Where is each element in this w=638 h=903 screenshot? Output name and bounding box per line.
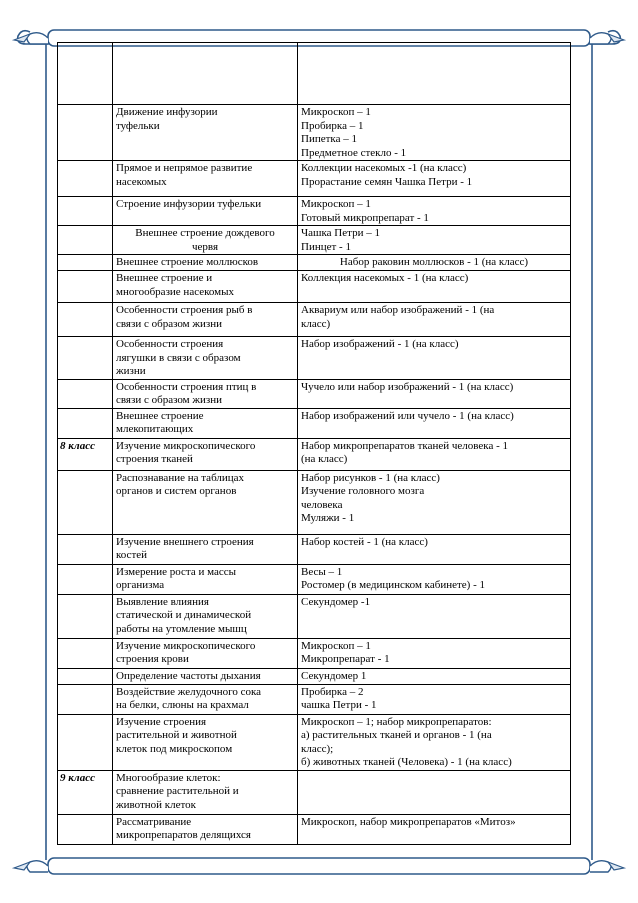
equipment-text: Секундомер 1: [301, 669, 367, 682]
grade-cell: [58, 770, 113, 814]
work-text: Внешнее строение моллюсков: [116, 256, 259, 268]
work-text: Внешнее строение дождевого червя: [135, 227, 275, 253]
work-title-cell: [113, 534, 298, 564]
equipment-text: Микроскоп – 1; набор микропрепаратов: а) растительных тканей и органов - 1 (на класс); б) животных тканей (Человека) - 1 (на класс): [301, 715, 512, 768]
grade-cell: [58, 105, 113, 161]
work-text: Особенности строения рыб в связи с образом жизни: [116, 304, 253, 330]
table-row: [58, 814, 571, 844]
work-text: Рассматривание микропрепаратов делящихся: [116, 815, 251, 841]
equipment-text: Коллекция насекомых - 1 (на класс): [301, 272, 469, 284]
work-title-cell: [113, 684, 298, 714]
table-row: [58, 638, 571, 668]
equipment-cell: [298, 197, 571, 226]
equipment-text: Набор костей - 1 (на класс): [301, 535, 428, 548]
table-row: [58, 197, 571, 226]
grade-cell: [58, 534, 113, 564]
equipment-text: Набор изображений или чучело - 1 (на класс): [301, 409, 514, 422]
table-row: [58, 43, 571, 105]
table-row: [58, 594, 571, 638]
grade-cell: [58, 337, 113, 380]
table-row: [58, 684, 571, 714]
grade-cell: [58, 638, 113, 668]
table-row: [58, 161, 571, 197]
work-text: Внешнее строение млекопитающих: [116, 409, 204, 435]
table-row: [58, 770, 571, 814]
grade-cell: [58, 668, 113, 684]
work-text: Изучение микроскопического строения крови: [116, 639, 256, 665]
table-body: [58, 43, 571, 845]
equipment-text: Коллекции насекомых -1 (на класс) Прорастание семян Чашка Петри - 1: [301, 162, 473, 188]
grade-cell: [58, 226, 113, 255]
table-row: [58, 438, 571, 470]
work-text: Изучение микроскопического строения тканей: [116, 439, 256, 465]
grade-cell: [58, 714, 113, 770]
grade-cell: [58, 255, 113, 271]
equipment-cell: [298, 564, 571, 594]
grade-cell: [58, 197, 113, 226]
equipment-cell: [298, 668, 571, 684]
practical-works-table: [57, 42, 571, 845]
work-title-cell: [113, 197, 298, 226]
work-text: Изучение строения растительной и животной клеток под микроскопом: [116, 715, 237, 755]
equipment-text: Набор изображений - 1 (на класс): [301, 338, 459, 350]
equipment-cell: [298, 161, 571, 197]
work-title-cell: [113, 226, 298, 255]
equipment-cell: [298, 594, 571, 638]
equipment-cell: [298, 303, 571, 337]
equipment-cell: [298, 43, 571, 105]
equipment-cell: [298, 438, 571, 470]
table-row: [58, 303, 571, 337]
work-text: Измерение роста и массы организма: [116, 565, 237, 591]
grade-cell: [58, 271, 113, 303]
grade-cell: [58, 161, 113, 197]
grade-cell: [58, 303, 113, 337]
table-row: [58, 714, 571, 770]
equipment-cell: [298, 337, 571, 380]
work-title-cell: [113, 594, 298, 638]
work-title-cell: [113, 303, 298, 337]
bottom-scroll-border: [14, 858, 624, 874]
work-text: Определение частоты дыхания: [116, 669, 261, 682]
grade-text: 8 класс: [60, 439, 95, 452]
grade-cell: [58, 594, 113, 638]
equipment-cell: [298, 684, 571, 714]
table-row: [58, 564, 571, 594]
equipment-text: Набор микропрепаратов тканей человека - 1 (на класс): [301, 439, 509, 465]
equipment-cell: [298, 770, 571, 814]
work-title-cell: [113, 638, 298, 668]
equipment-text: Секундомер -1: [301, 595, 371, 608]
grade-cell: [58, 814, 113, 844]
work-title-cell: [113, 438, 298, 470]
work-title-cell: [113, 161, 298, 197]
work-title-cell: [113, 770, 298, 814]
table-row: [58, 105, 571, 161]
equipment-cell: [298, 379, 571, 408]
equipment-text: Чучело или набор изображений - 1 (на класс): [301, 380, 514, 393]
work-title-cell: [113, 408, 298, 438]
work-text: Строение инфузории туфельки: [116, 198, 262, 210]
grade-cell: [58, 564, 113, 594]
grade-cell: [58, 43, 113, 105]
equipment-text: Пробирка – 2 чашка Петри - 1: [301, 685, 377, 711]
equipment-text: Набор рисунков - 1 (на класс) Изучение головного мозга человека Муляжи - 1: [301, 471, 440, 524]
work-title-cell: [113, 564, 298, 594]
equipment-cell: [298, 470, 571, 534]
work-text: Выявление влияния статической и динамической работы на утомление мышц: [116, 595, 252, 635]
work-title-cell: [113, 814, 298, 844]
equipment-text: Микроскоп – 1 Готовый микропрепарат - 1: [301, 198, 429, 224]
equipment-text: Микроскоп – 1 Микропрепарат - 1: [301, 639, 390, 665]
equipment-cell: [298, 638, 571, 668]
table-row: [58, 408, 571, 438]
table-row: [58, 255, 571, 271]
equipment-cell: [298, 105, 571, 161]
work-text: Особенности строения лягушки в связи с образом жизни: [116, 338, 241, 377]
work-text: Внешнее строение и многообразие насекомых: [116, 272, 235, 298]
table-row: [58, 379, 571, 408]
work-title-cell: [113, 337, 298, 380]
equipment-cell: [298, 226, 571, 255]
equipment-text: Микроскоп – 1 Пробирка – 1 Пипетка – 1 Предметное стекло - 1: [301, 106, 407, 159]
work-text: Распознавание на таблицах органов и систем органов: [116, 471, 245, 497]
work-title-cell: [113, 470, 298, 534]
work-title-cell: [113, 255, 298, 271]
equipment-text: Чашка Петри – 1 Пинцет - 1: [301, 227, 380, 253]
equipment-text: Микроскоп, набор микропрепаратов «Митоз»: [301, 815, 516, 828]
equipment-cell: [298, 814, 571, 844]
work-text: Особенности строения птиц в связи с образом жизни: [116, 380, 257, 406]
grade-cell: [58, 470, 113, 534]
equipment-text: Аквариум или набор изображений - 1 (на класс): [301, 304, 495, 330]
equipment-cell: [298, 271, 571, 303]
work-text: Изучение внешнего строения костей: [116, 535, 254, 561]
work-title-cell: [113, 105, 298, 161]
equipment-cell: [298, 255, 571, 271]
equipment-text: Набор раковин моллюсков - 1 (на класс): [339, 256, 529, 268]
table-row: [58, 668, 571, 684]
table-row: [58, 271, 571, 303]
equipment-text: Весы – 1 Ростомер (в медицинском кабинете) - 1: [301, 565, 485, 591]
table-row: [58, 337, 571, 380]
table-row: [58, 470, 571, 534]
equipment-cell: [298, 534, 571, 564]
work-title-cell: [113, 43, 298, 105]
grade-cell: [58, 379, 113, 408]
grade-cell: [58, 438, 113, 470]
work-text: Прямое и непрямое развитие насекомых: [116, 162, 253, 188]
work-text: Воздействие желудочного сока на белки, слюны на крахмал: [116, 685, 262, 711]
equipment-cell: [298, 714, 571, 770]
work-title-cell: [113, 271, 298, 303]
work-title-cell: [113, 714, 298, 770]
work-title-cell: [113, 379, 298, 408]
grade-cell: [58, 408, 113, 438]
work-title-cell: [113, 668, 298, 684]
work-text: Движение инфузории туфельки: [116, 106, 218, 132]
table-row: [58, 226, 571, 255]
grade-cell: [58, 684, 113, 714]
grade-text: 9 класс: [60, 771, 95, 784]
table-row: [58, 534, 571, 564]
work-text: Многообразие клеток: сравнение растительной и животной клеток: [116, 771, 239, 811]
equipment-cell: [298, 408, 571, 438]
